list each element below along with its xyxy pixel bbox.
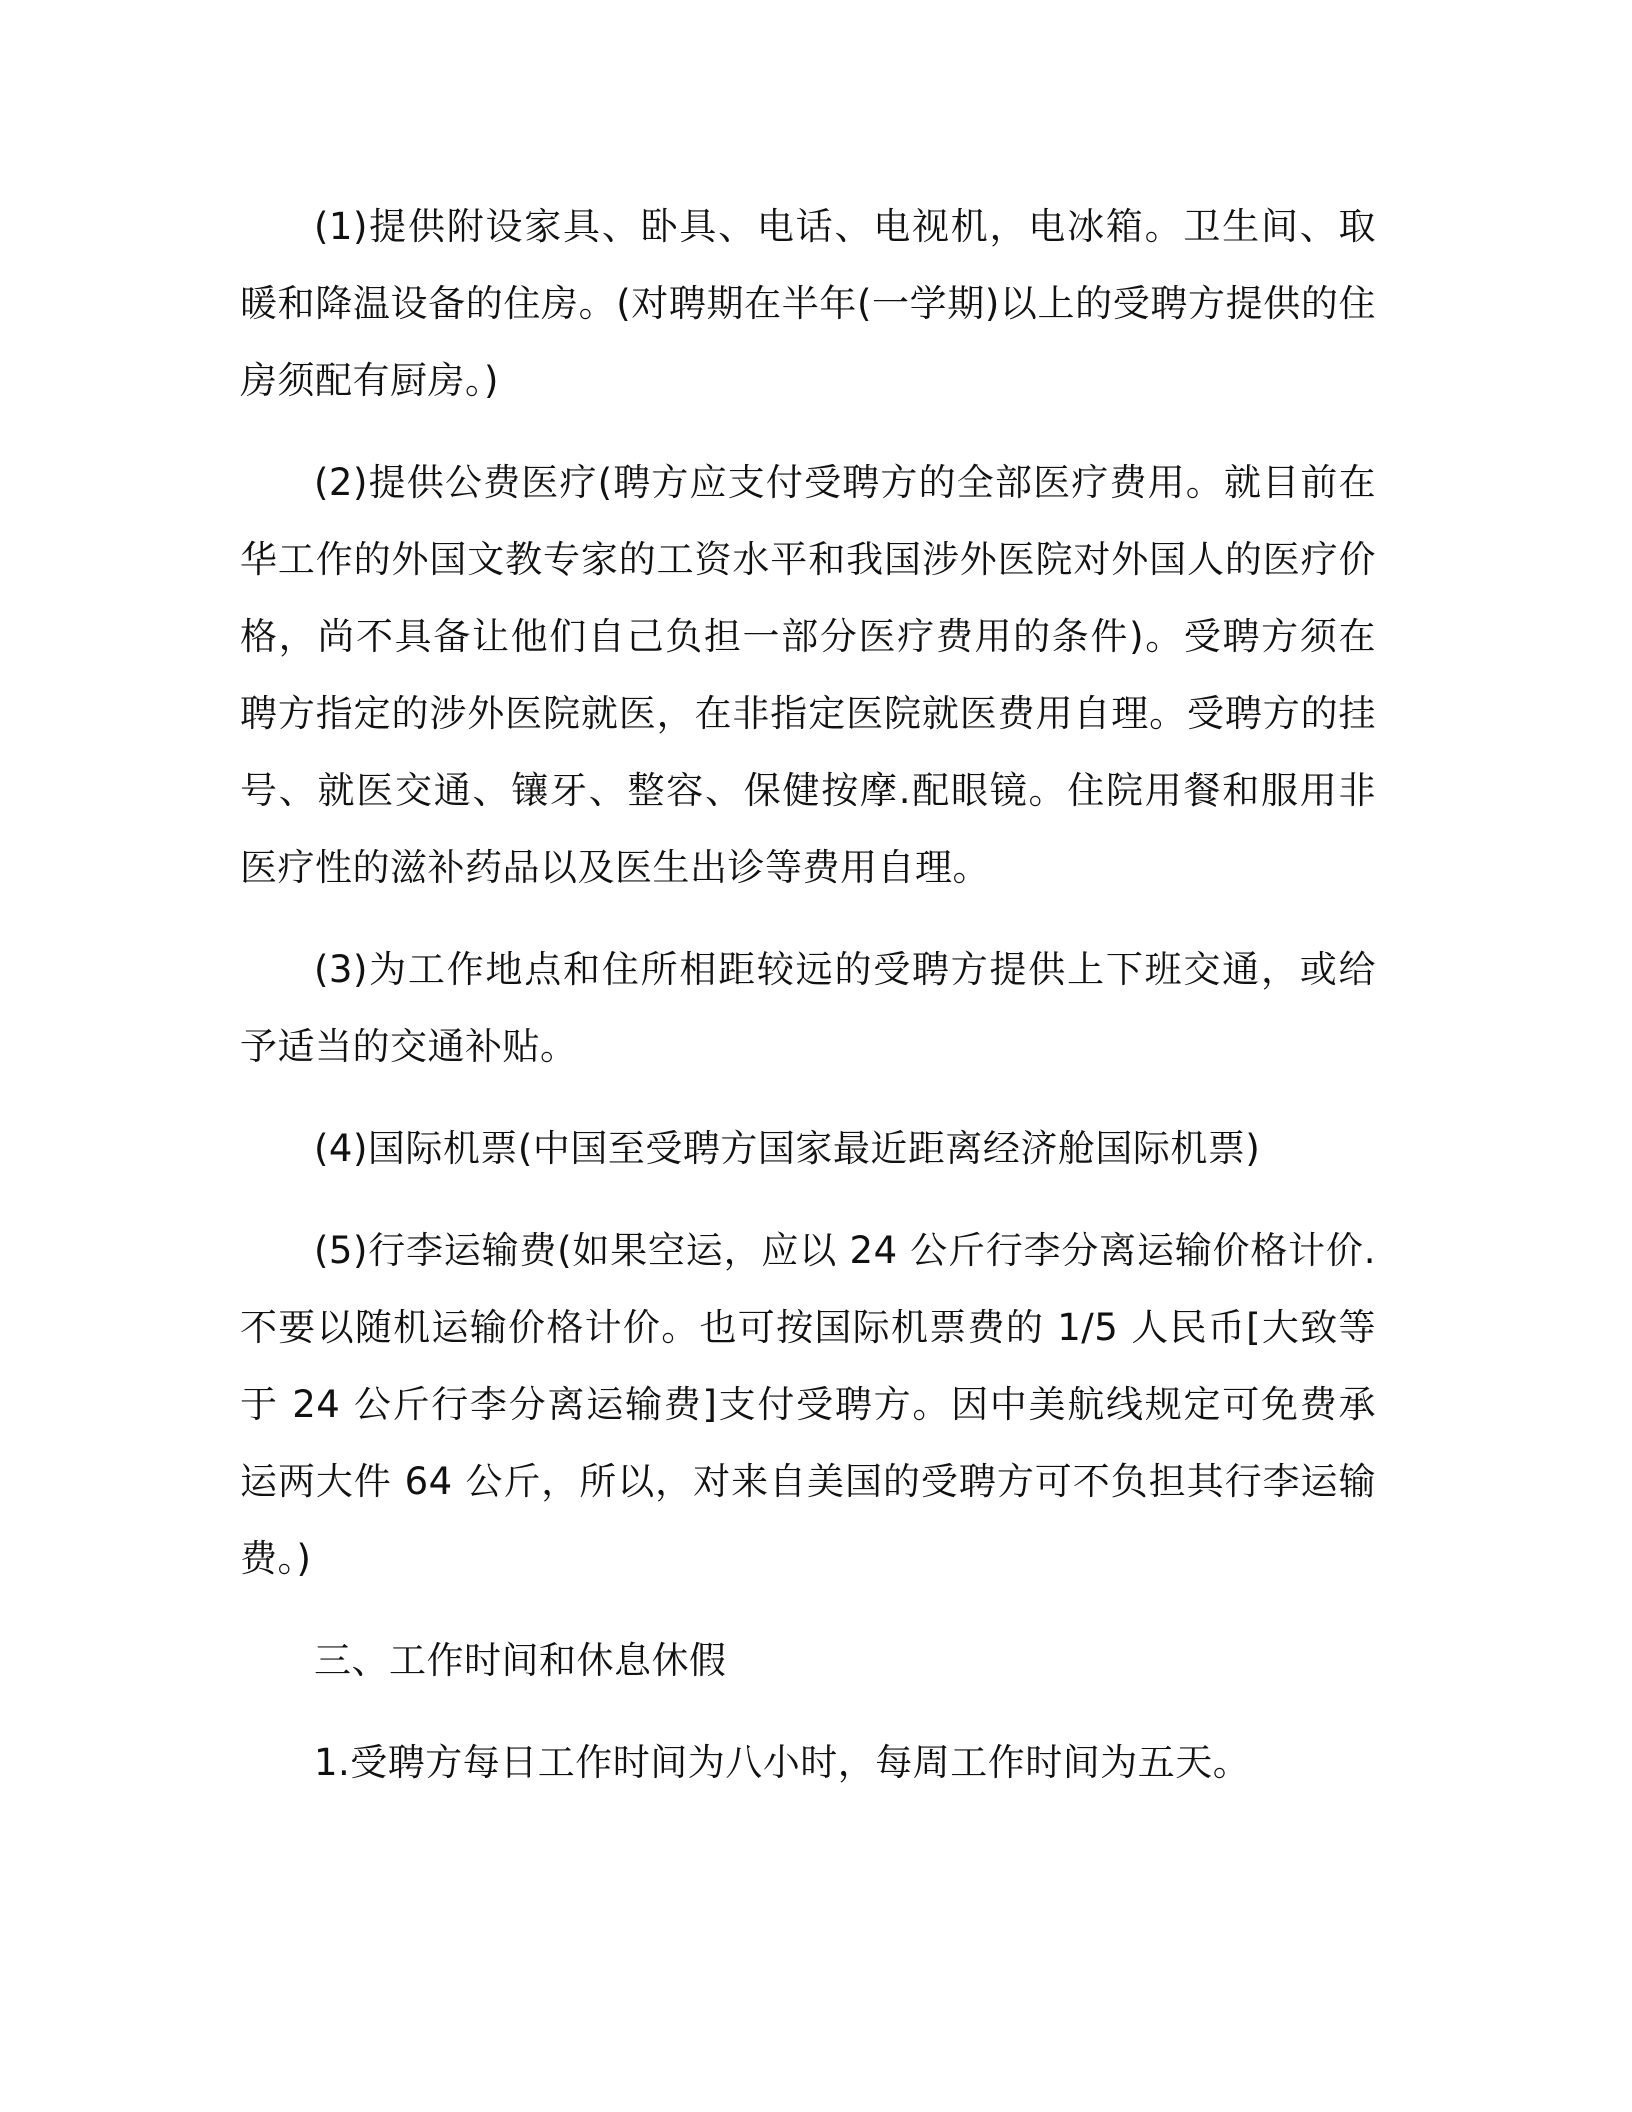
paragraph-housing: (1)提供附设家具、卧具、电话、电视机，电冰箱。卫生间、取暖和降温设备的住房。(对聘期在半年(一学期)以上的受聘方提供的住房须配有厨房。) xyxy=(240,205,1376,402)
document-body xyxy=(240,188,1376,1826)
paragraph-commute: (3)为工作地点和住所相距较远的受聘方提供上下班交通，或给予适当的交通补贴。 xyxy=(240,948,1376,1068)
paragraph-medical: (2)提供公费医疗(聘方应支付受聘方的全部医疗费用。就目前在华工作的外国文教专家的工资水平和我国涉外医院对外国人的医疗价格，尚不具备让他们自己负担一部分医疗费用的条件)。受聘方须在聘方指定的涉外医院就医，在非指定医院就医费用自理。受聘方的挂号、就医交通、镶牙、整容、保健按摩.配眼镜。住院用餐和服用非医疗性的滋补药品以及医生出诊等费用自理。 xyxy=(240,461,1376,889)
paragraph-airfare: (4)国际机票(中国至受聘方国家最近距离经济舱国际机票) xyxy=(314,1127,1261,1170)
paragraph-daily-hours: 1.受聘方每日工作时间为八小时，每周工作时间为五天。 xyxy=(314,1741,1251,1784)
paragraph-baggage: (5)行李运输费(如果空运，应以 24 公斤行李分离运输价格计价.不要以随机运输价格计价。也可按国际机票费的 1/5 人民币[大致等于 24 公斤行李分离运输费]支付受聘方。因中美航线规定可免费承运两大件 64 公斤，所以，对来自美国的受聘方可不负担其行李运输费。) xyxy=(240,1229,1376,1580)
section-heading-work-hours: 三、工作时间和休息休假 xyxy=(314,1639,727,1682)
